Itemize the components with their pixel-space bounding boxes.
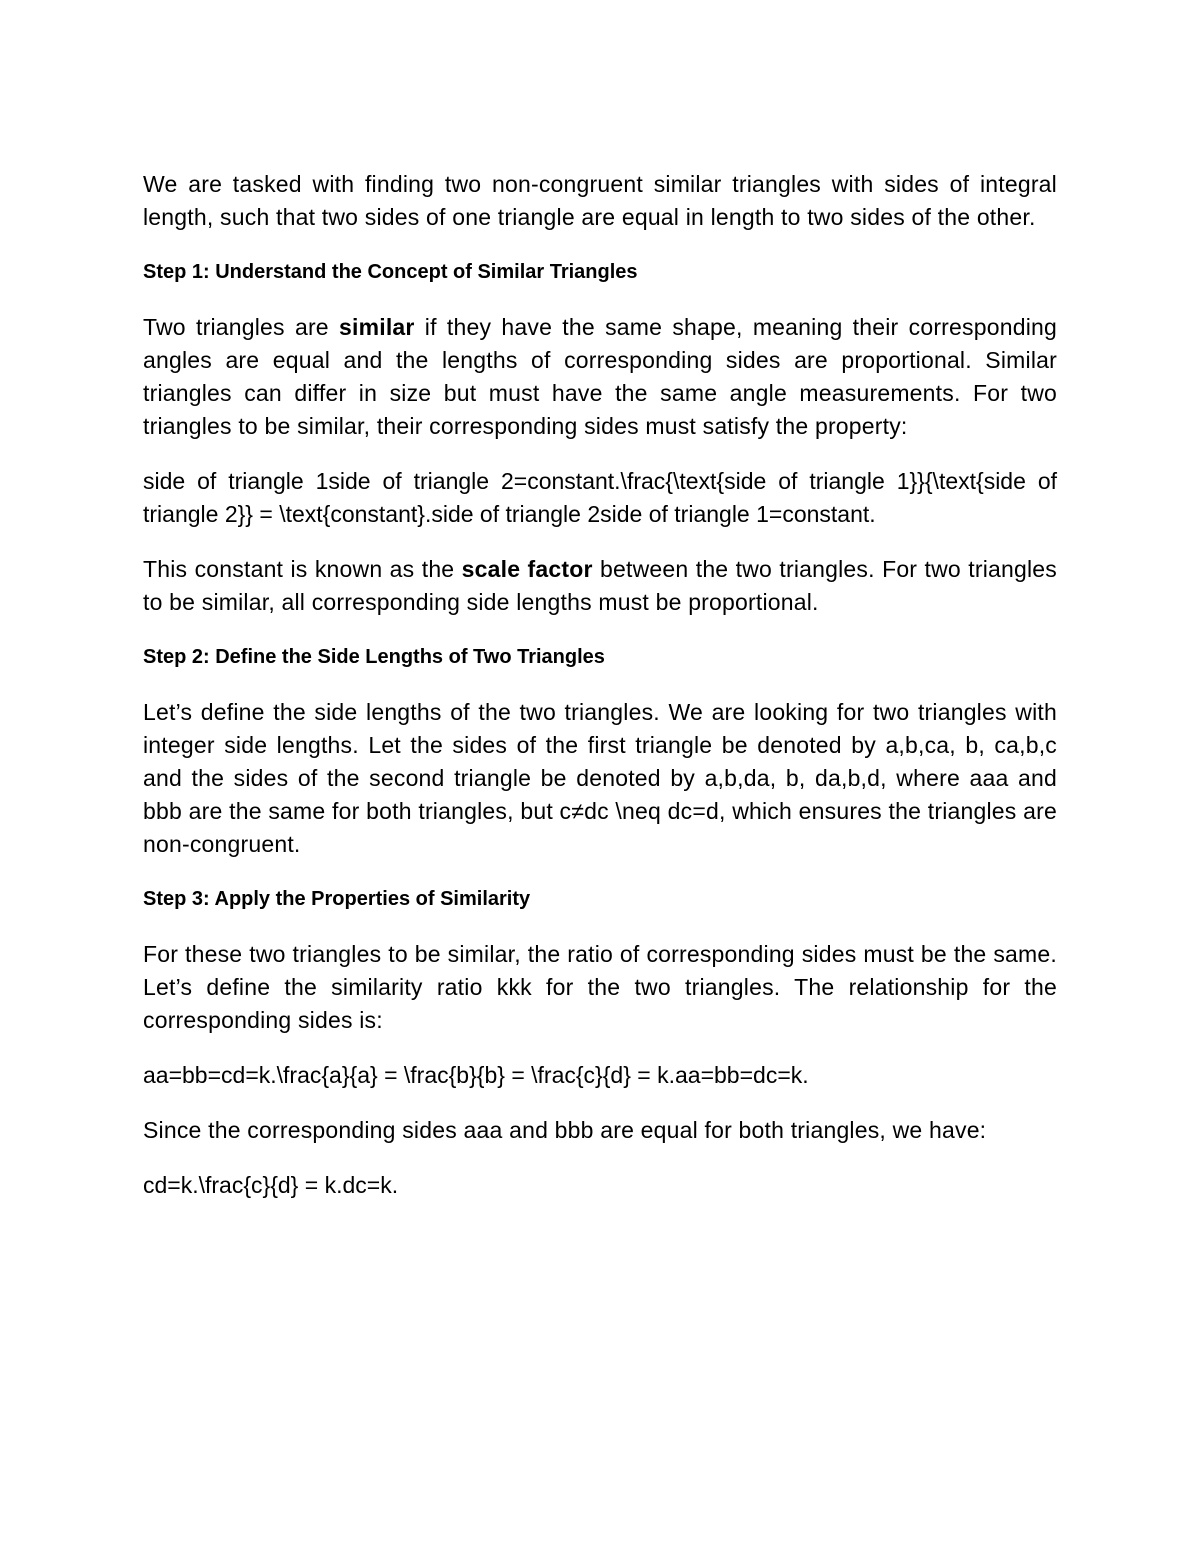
scale-factor-term: scale factor bbox=[461, 556, 593, 582]
step1-scale-factor-paragraph bbox=[143, 553, 1057, 619]
document-body bbox=[143, 168, 1057, 1224]
step3-paragraph-2: Since the corresponding sides aaa and bbb are equal for both triangles, we have: bbox=[143, 1117, 987, 1143]
step3-paragraph: For these two triangles to be similar, the ratio of corresponding sides must be the same. Let’s define the similarity ratio kkk for the two triangles. The relationship for the corresponding sides is: bbox=[143, 941, 1057, 1033]
step3-formula-ratio: aa=bb=cd=k.\frac{a}{a} = \frac{b}{b} = \frac{c}{d} = k.aa=bb=dc=k. bbox=[143, 1062, 809, 1088]
step1-heading: Step 1: Understand the Concept of Similar Triangles bbox=[143, 261, 638, 283]
intro-paragraph: We are tasked with finding two non-congruent similar triangles with sides of integral length, such that two sides of one triangle are equal in length to two sides of the other. bbox=[143, 171, 1057, 230]
step1-scale-text-b: between the two triangles. For two triangles to be similar, all corresponding side lengths must be proportional. bbox=[143, 556, 1057, 615]
step1-definition-paragraph bbox=[143, 311, 1057, 443]
step1-formula: side of triangle 1side of triangle 2=constant.\frac{\text{side of triangle 1}}{\text{side of triangle 2}} = \text{constant}.side of triangle 2side of triangle 1=constant. bbox=[143, 468, 1057, 527]
step1-scale-text-a: This constant is known as the bbox=[143, 556, 462, 582]
similar-term: similar bbox=[339, 314, 415, 340]
step3-formula-cd: cd=k.\frac{c}{d} = k.dc=k. bbox=[143, 1172, 399, 1198]
step2-paragraph: Let’s define the side lengths of the two triangles. We are looking for two triangles with integer side lengths. Let the sides of the first triangle be denoted by a,b,ca, b, ca,b,c and the sides of the second triangle be denoted by a,b,da, b, da,b,d, where aaa and bbb are the same for both triangles, but c≠dc \neq dc=d, which ensures the triangles are non-congruent. bbox=[143, 699, 1057, 857]
step1-definition-text-b: if they have the same shape, meaning their corresponding angles are equal and the lengths of corresponding sides are proportional. Similar triangles can differ in size but must have the same angle measurements. For two triangles to be similar, their corresponding sides must satisfy the property: bbox=[143, 314, 1057, 439]
step2-heading: Step 2: Define the Side Lengths of Two Triangles bbox=[143, 646, 605, 668]
step3-heading: Step 3: Apply the Properties of Similarity bbox=[143, 888, 531, 910]
step1-definition-text-a: Two triangles are bbox=[143, 314, 340, 340]
